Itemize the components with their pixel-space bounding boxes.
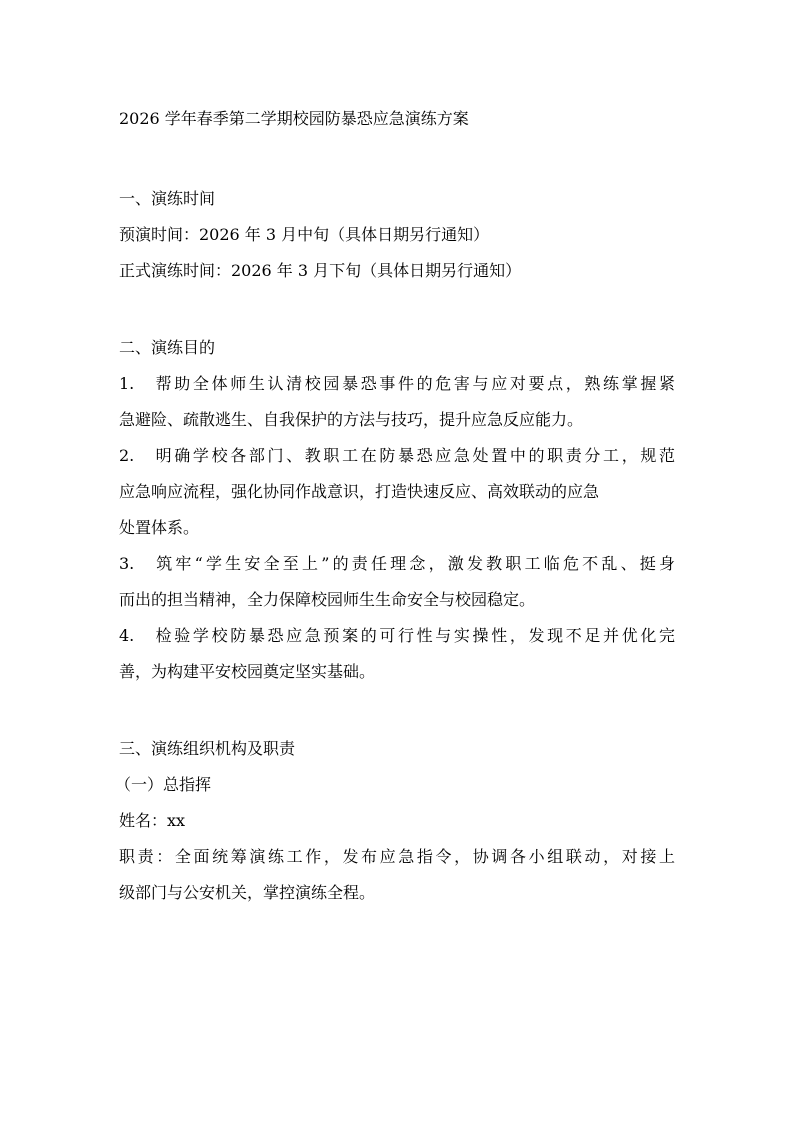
document-body	[115, 101, 675, 911]
purpose-item-1	[119, 366, 675, 438]
formal-drill-time: 正式演练时间：2026 年 3 月下旬（具体日期另行通知）	[119, 261, 522, 280]
document-title: 2026 学年春季第二学期校园防暴恐应急演练方案	[119, 109, 469, 128]
section-heading-time: 一、演练时间	[119, 189, 216, 208]
item-number: 2.	[119, 446, 135, 465]
purpose-item-continuation: 应急响应流程，强化协同作战意识，打造快速反应、高效联动的应急	[119, 482, 600, 501]
purpose-item-4	[119, 618, 675, 690]
duty-continuation: 级部门与公安机关，掌控演练全程。	[119, 883, 376, 902]
purpose-item-2	[119, 438, 675, 546]
purpose-item-continuation: 而出的担当精神，全力保障校园师生生命安全与校园稳定。	[119, 590, 536, 609]
rehearsal-time: 预演时间：2026 年 3 月中旬（具体日期另行通知）	[119, 225, 490, 244]
item-text: 检验学校防暴恐应急预案的可行性与实操性，发现不足并优化完	[153, 626, 675, 645]
purpose-item-first-line	[119, 618, 675, 654]
section-heading-purpose: 二、演练目的	[119, 338, 216, 357]
commander-duties	[119, 839, 675, 911]
purpose-item-3	[119, 546, 675, 618]
item-number: 4.	[119, 626, 135, 645]
item-number: 1.	[119, 374, 135, 393]
item-text: 筑牢“学生安全至上”的责任理念，激发教职工临危不乱、挺身	[153, 554, 675, 573]
commander-name: 姓名：xx	[119, 811, 186, 830]
spacer	[119, 137, 675, 181]
spacer	[119, 690, 675, 731]
section-heading-organization: 三、演练组织机构及职责	[119, 739, 296, 758]
purpose-item-first-line	[119, 438, 675, 474]
duty-first-line: 职责：全面统筹演练工作，发布应急指令，协调各小组联动，对接上	[119, 847, 675, 866]
item-text: 帮助全体师生认清校园暴恐事件的危害与应对要点，熟练掌握紧	[153, 374, 675, 393]
purpose-item-first-line	[119, 366, 675, 402]
spacer	[119, 289, 675, 330]
purpose-item-continuation: 善，为构建平安校园奠定坚实基础。	[119, 662, 376, 681]
item-number: 3.	[119, 554, 135, 573]
purpose-item-continuation: 急避险、疏散逃生、自我保护的方法与技巧，提升应急反应能力。	[119, 410, 584, 429]
purpose-item-continuation: 处置体系。	[119, 518, 200, 537]
item-text: 明确学校各部门、教职工在防暴恐应急处置中的职责分工，规范	[153, 446, 675, 465]
subsection-heading-commander: （一）总指挥	[115, 775, 212, 794]
purpose-item-first-line	[119, 546, 675, 582]
